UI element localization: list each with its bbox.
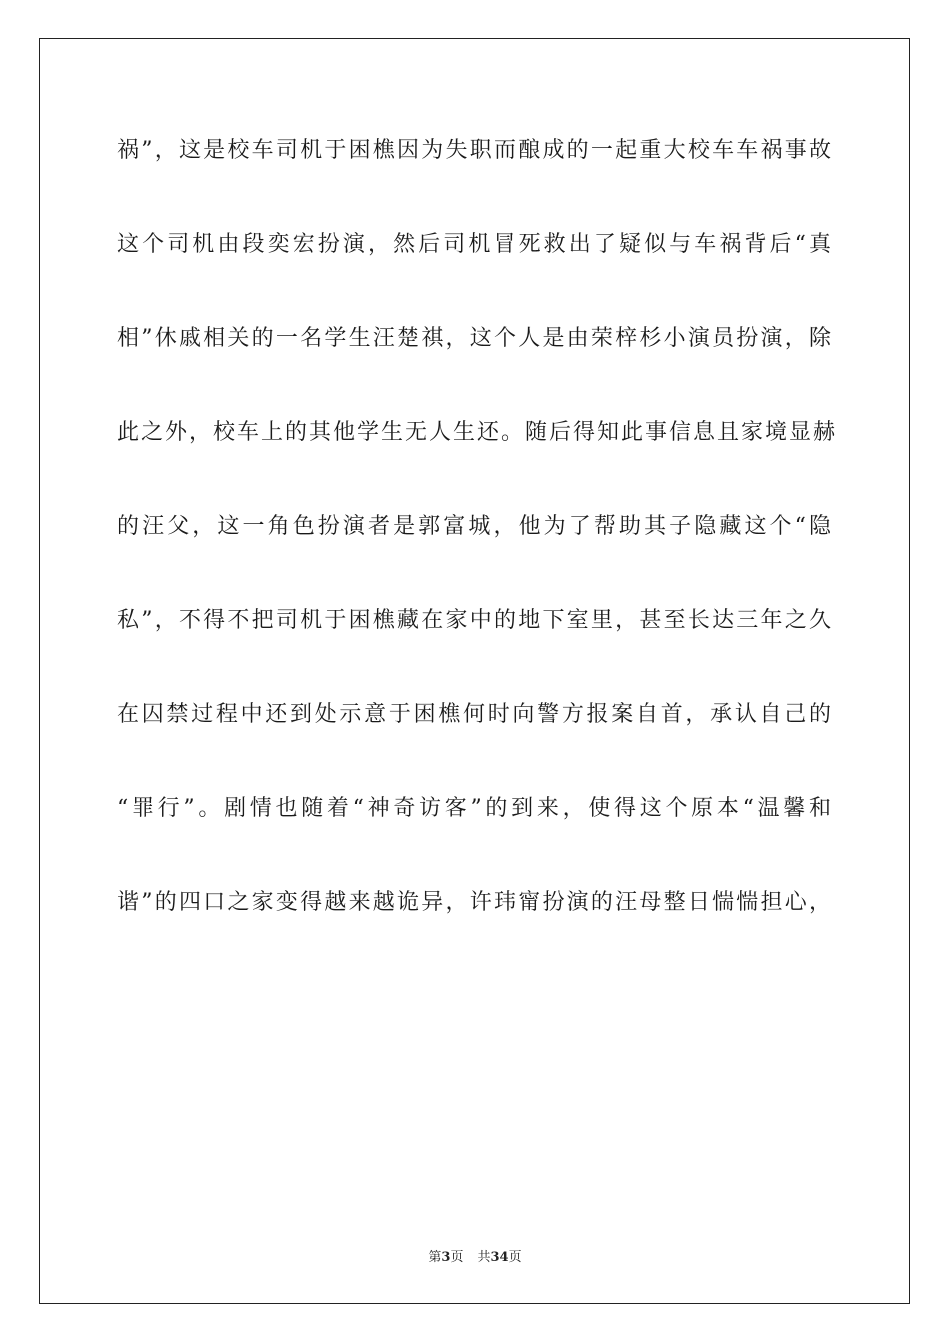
paragraph-line: 此之外，校车上的其他学生无人生还。随后得知此事信息且家境显赫 [117,420,838,445]
total-pages: 34 [490,1250,509,1265]
page-number: 3 [441,1250,451,1265]
page-footer [0,1246,950,1265]
paragraph-line: 私”，不得不把司机于困樵藏在家中的地下室里，甚至长达三年之久 [117,608,833,633]
document-body [117,130,838,976]
page-prefix: 第 [428,1250,442,1265]
total-suffix: 页 [508,1250,522,1265]
page-suffix: 页 [450,1250,464,1265]
paragraph-line: 在囚禁过程中还到处示意于困樵何时向警方报案自首，承认自己的 [117,702,833,727]
paragraph-line: 祸”，这是校车司机于困樵因为失职而酿成的一起重大校车车祸事故 [117,138,833,163]
paragraph-line: 谐”的四口之家变得越来越诡异，许玮甯扮演的汪母整日惴惴担心， [117,890,833,915]
paragraph-line: 的汪父，这一角色扮演者是郭富城，他为了帮助其子隐藏这个“隐 [117,514,833,539]
paragraph-line: “罪行”。剧情也随着“神奇访客”的到来，使得这个原本“温馨和 [117,796,833,821]
total-prefix: 共 [477,1250,491,1265]
paragraph-line: 这个司机由段奕宏扮演，然后司机冒死救出了疑似与车祸背后“真 [117,232,833,257]
paragraph-line: 相”休戚相关的一名学生汪楚祺，这个人是由荣梓杉小演员扮演，除 [117,326,833,351]
